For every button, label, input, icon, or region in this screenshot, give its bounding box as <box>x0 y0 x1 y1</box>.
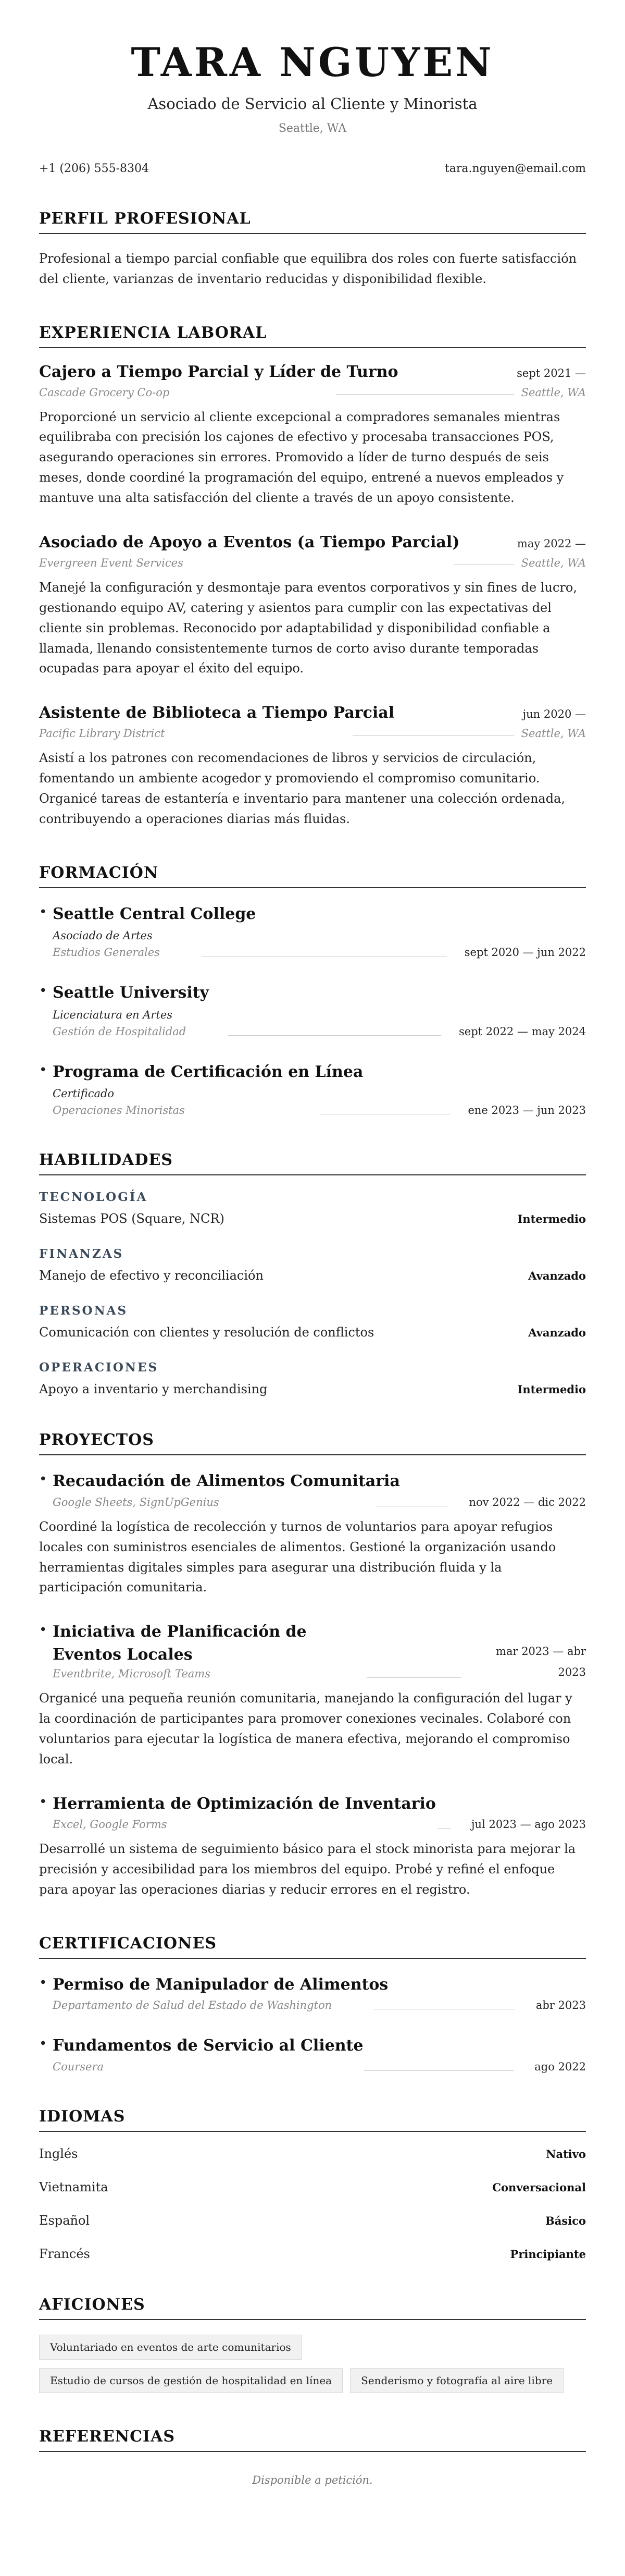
field-of-study: Gestión de Hospitalidad <box>53 1025 186 1038</box>
bullet-icon: • <box>39 1622 47 1638</box>
language-level: Nativo <box>546 2147 586 2161</box>
bullet-icon: • <box>39 1471 47 1488</box>
job-description: Manejé la configuración y desmontaje para eventos corporativos y sin fines de lucro, gestionando equipo AV, catering y asientos para cumplir con las expectativas del cliente sin problemas. Reconocido por adaptabilidad y disponibilidad confiable a llamada, llenando consistentemente turnos de corto aviso durante temporadas ocupadas para apoyar el éxito del equipo. <box>39 580 577 676</box>
education-section <box>39 864 586 1117</box>
language-name: Español <box>39 2213 90 2228</box>
job-entry <box>39 704 586 829</box>
language-name: Inglés <box>39 2146 78 2161</box>
language-level: Principiante <box>510 2247 586 2261</box>
school-name: Programa de Certificación en Línea <box>53 1062 364 1081</box>
profile-section <box>39 210 586 289</box>
references-section <box>39 2427 586 2486</box>
skill-level: Avanzado <box>528 1326 586 1340</box>
skill-group <box>39 1190 586 1226</box>
language-name: Vietnamita <box>39 2179 108 2194</box>
bullet-icon: • <box>39 1062 47 1078</box>
school-name: Seattle University <box>53 984 209 1002</box>
skill-level: Avanzado <box>528 1269 586 1283</box>
education-entry <box>39 1061 586 1117</box>
education-dates: ene 2023 — jun 2023 <box>468 1104 586 1117</box>
section-title: AFICIONES <box>39 2296 586 2320</box>
section-title: IDIOMAS <box>39 2107 586 2132</box>
dotted-leader <box>438 1828 451 1829</box>
certification-name: Permiso de Manipulador de Alimentos <box>53 1975 389 1994</box>
education-entry <box>39 903 586 959</box>
certification-name: Fundamentos de Servicio al Cliente <box>53 2037 364 2055</box>
dotted-leader <box>336 394 514 395</box>
candidate-location: Seattle, WA <box>278 121 347 135</box>
skill-name: Manejo de efectivo y reconciliación <box>39 1268 264 1283</box>
skill-level: Intermedio <box>517 1383 586 1396</box>
hobby-tag: Estudio de cursos de gestión de hospitalidad en línea <box>39 2368 343 2393</box>
certification-date: ago 2022 <box>534 2060 586 2073</box>
job-title: Cajero a Tiempo Parcial y Líder de Turno <box>39 362 398 381</box>
certifications-section <box>39 1934 586 2073</box>
degree: Asociado de Artes <box>53 929 153 942</box>
language-level: Conversacional <box>492 2180 586 2194</box>
project-title: Iniciativa de Planificación de Eventos Locales <box>53 1623 307 1664</box>
job-date: jun 2020 — <box>522 708 586 721</box>
contact-row <box>39 162 586 175</box>
job-entry <box>39 363 586 508</box>
projects-section <box>39 1431 586 1899</box>
language-name: Francés <box>39 2246 90 2261</box>
hobby-tag: Senderismo y fotografía al aire libre <box>350 2368 564 2393</box>
phone-number: +1 (206) 555-8304 <box>39 162 149 175</box>
language-row <box>39 2146 586 2161</box>
job-location: Seattle, WA <box>521 386 586 399</box>
job-description: Asistí a los patrones con recomendaciones de libros y servicios de circulación, fomentando un ambiente acogedor y promoviendo el compromiso comunitario. Organicé tareas de estantería e inventario para mantener una colección ordenada, contribuyendo a operaciones diarias más fluidas. <box>39 751 566 826</box>
certification-issuer: Departamento de Salud del Estado de Washington <box>53 1999 332 2012</box>
skill-category: FINANZAS <box>39 1247 124 1261</box>
job-title: Asistente de Biblioteca a Tiempo Parcial <box>39 704 395 722</box>
skill-category: PERSONAS <box>39 1304 128 1318</box>
job-date: may 2022 — <box>517 537 586 550</box>
language-row <box>39 2213 586 2228</box>
section-title: PROYECTOS <box>39 1431 586 1455</box>
dotted-leader <box>353 735 514 736</box>
project-entry <box>39 1470 586 1598</box>
section-title: HABILIDADES <box>39 1151 586 1175</box>
project-description: Desarrollé un sistema de seguimiento básico para el stock minorista para mejorar la precisión y accesibilidad para los miembros del equipo. Probé y refiné el enfoque para apoyar las operaciones diarias y reducir errores en el registro. <box>39 1842 576 1897</box>
project-dates: mar 2023 — abr 2023 <box>496 1645 586 1679</box>
candidate-subtitle: Asociado de Servicio al Cliente y Minorista <box>147 94 478 113</box>
project-description: Coordiné la logística de recolección y turnos de voluntarios para apoyar refugios locales con suministros esenciales de alimentos. Gestioné la organización usando herramientas digitales simples para asegurar una distribución fluida y la participación comunitaria. <box>39 1519 556 1595</box>
bullet-icon: • <box>39 1974 47 1991</box>
field-of-study: Operaciones Minoristas <box>53 1104 185 1117</box>
job-company: Cascade Grocery Co-op <box>39 386 170 399</box>
hobby-tag: Voluntariado en eventos de arte comunitarios <box>39 2335 302 2360</box>
job-location: Seattle, WA <box>521 556 586 569</box>
skill-group <box>39 1360 586 1396</box>
hobby-tags <box>39 2335 586 2393</box>
education-entry <box>39 982 586 1038</box>
dotted-leader <box>228 1035 441 1036</box>
skill-category: OPERACIONES <box>39 1360 159 1375</box>
job-description: Proporcioné un servicio al cliente excepcional a compradores semanales mientras equilibraba con precisión los cajones de efectivo y procesaba transacciones POS, asegurando operaciones sin errores. Promovido a líder de turno después de seis meses, donde coordiné la programación del equipo, entrené a nuevos empleados y mantuve una alta satisfacción del cliente a través de un apoyo consistente. <box>39 409 564 506</box>
language-level: Básico <box>545 2214 586 2227</box>
project-dates: nov 2022 — dic 2022 <box>469 1495 586 1508</box>
dotted-leader <box>364 2070 514 2071</box>
dotted-leader <box>367 1677 461 1678</box>
certification-entry <box>39 2034 586 2073</box>
project-title: Recaudación de Alimentos Comunitaria <box>53 1472 400 1491</box>
section-title: CERTIFICACIONES <box>39 1934 586 1959</box>
project-description: Organicé una pequeña reunión comunitaria, manejando la configuración del lugar y la coordinación de participantes para promover conexiones vecinales. Colaboré con voluntarios para ejecutar la logística de manera efectiva, mejorando el compromiso local. <box>39 1691 572 1767</box>
profile-text: Profesional a tiempo parcial confiable que equilibra dos roles con fuerte satisfacción del cliente, varianzas de inventario reducidas y disponibilidad flexible. <box>39 251 577 286</box>
language-row <box>39 2180 586 2194</box>
skill-name: Comunicación con clientes y resolución de conflictos <box>39 1325 374 1340</box>
school-name: Seattle Central College <box>53 904 256 923</box>
job-company: Pacific Library District <box>39 727 165 740</box>
certification-issuer: Coursera <box>53 2060 104 2073</box>
degree: Licenciatura en Artes <box>53 1008 173 1021</box>
project-tools: Eventbrite, Microsoft Teams <box>53 1667 210 1680</box>
language-row <box>39 2247 586 2261</box>
section-title: EXPERIENCIA LABORAL <box>39 324 586 348</box>
job-entry <box>39 533 586 679</box>
field-of-study: Estudios Generales <box>53 946 160 959</box>
certification-date: abr 2023 <box>535 1999 586 2012</box>
education-dates: sept 2022 — may 2024 <box>459 1025 586 1038</box>
project-dates: jul 2023 — ago 2023 <box>471 1818 586 1831</box>
bullet-icon: • <box>39 2036 47 2052</box>
languages-section <box>39 2107 586 2261</box>
job-title: Asociado de Apoyo a Eventos (a Tiempo Parcial) <box>39 533 460 551</box>
certification-entry <box>39 1973 586 2012</box>
job-location: Seattle, WA <box>521 727 586 740</box>
skills-section <box>39 1151 586 1396</box>
section-title: PERFIL PROFESIONAL <box>39 210 586 234</box>
references-text: Disponible a petición. <box>252 2473 373 2486</box>
experience-section <box>39 324 586 829</box>
project-title: Herramienta de Optimización de Inventario <box>53 1794 436 1813</box>
project-tools: Excel, Google Forms <box>53 1818 167 1831</box>
skill-name: Sistemas POS (Square, NCR) <box>39 1211 224 1226</box>
degree: Certificado <box>53 1087 115 1100</box>
skill-group <box>39 1304 586 1340</box>
candidate-name: TARA NGUYEN <box>131 39 494 85</box>
section-title: FORMACIÓN <box>39 864 586 888</box>
bullet-icon: • <box>39 1794 47 1810</box>
skill-category: TECNOLOGÍA <box>39 1190 148 1205</box>
bullet-icon: • <box>39 904 47 920</box>
skill-name: Apoyo a inventario y merchandising <box>39 1382 268 1397</box>
job-company: Evergreen Event Services <box>39 556 183 569</box>
education-dates: sept 2020 — jun 2022 <box>464 946 586 959</box>
skill-group <box>39 1247 586 1283</box>
resume-header <box>39 39 586 135</box>
skill-level: Intermedio <box>517 1212 586 1226</box>
project-entry <box>39 1793 586 1900</box>
section-title: REFERENCIAS <box>39 2427 586 2452</box>
hobbies-section <box>39 2296 586 2393</box>
project-entry <box>39 1621 586 1769</box>
job-date: sept 2021 — <box>517 366 586 379</box>
project-tools: Google Sheets, SignUpGenius <box>53 1495 219 1508</box>
email-address: tara.nguyen@email.com <box>444 162 586 175</box>
bullet-icon: • <box>39 983 47 999</box>
